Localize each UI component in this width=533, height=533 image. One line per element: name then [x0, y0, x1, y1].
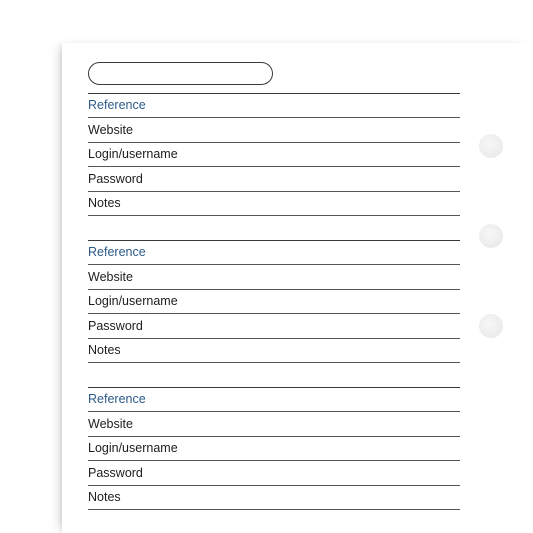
- section-3-password-label: Password: [88, 466, 143, 480]
- punch-hole-middle: [479, 224, 503, 248]
- section-1-reference-line[interactable]: [88, 117, 460, 118]
- punch-hole-bottom: [479, 314, 503, 338]
- section-1-website-line[interactable]: [88, 142, 460, 143]
- section-3-notes-line[interactable]: [88, 509, 460, 510]
- section-3-website-line[interactable]: [88, 436, 460, 437]
- title-input-box[interactable]: [88, 62, 273, 85]
- section-1-notes-label: Notes: [88, 196, 121, 210]
- section-1-login-label: Login/username: [88, 147, 178, 161]
- section-1-password-line[interactable]: [88, 191, 460, 192]
- section-3-reference-label: Reference: [88, 392, 146, 406]
- section-2-login-label: Login/username: [88, 294, 178, 308]
- section-2-notes-label: Notes: [88, 343, 121, 357]
- section-3-reference-line[interactable]: [88, 411, 460, 412]
- section-1-reference-label: Reference: [88, 98, 146, 112]
- section-1-notes-line[interactable]: [88, 215, 460, 216]
- section-2-reference-line[interactable]: [88, 264, 460, 265]
- section-2-password-label: Password: [88, 319, 143, 333]
- section-1-login-line[interactable]: [88, 166, 460, 167]
- section-3-login-label: Login/username: [88, 441, 178, 455]
- section-1-password-label: Password: [88, 172, 143, 186]
- section-3-top-rule: [88, 387, 460, 388]
- section-2-password-line[interactable]: [88, 338, 460, 339]
- section-1-website-label: Website: [88, 123, 133, 137]
- section-2-website-line[interactable]: [88, 289, 460, 290]
- section-3-login-line[interactable]: [88, 460, 460, 461]
- section-3-password-line[interactable]: [88, 485, 460, 486]
- section-3-website-label: Website: [88, 417, 133, 431]
- section-2-reference-label: Reference: [88, 245, 146, 259]
- section-3-notes-label: Notes: [88, 490, 121, 504]
- section-2-top-rule: [88, 240, 460, 241]
- section-1-top-rule: [88, 93, 460, 94]
- section-2-login-line[interactable]: [88, 313, 460, 314]
- punch-hole-top: [479, 134, 503, 158]
- section-2-website-label: Website: [88, 270, 133, 284]
- section-2-notes-line[interactable]: [88, 362, 460, 363]
